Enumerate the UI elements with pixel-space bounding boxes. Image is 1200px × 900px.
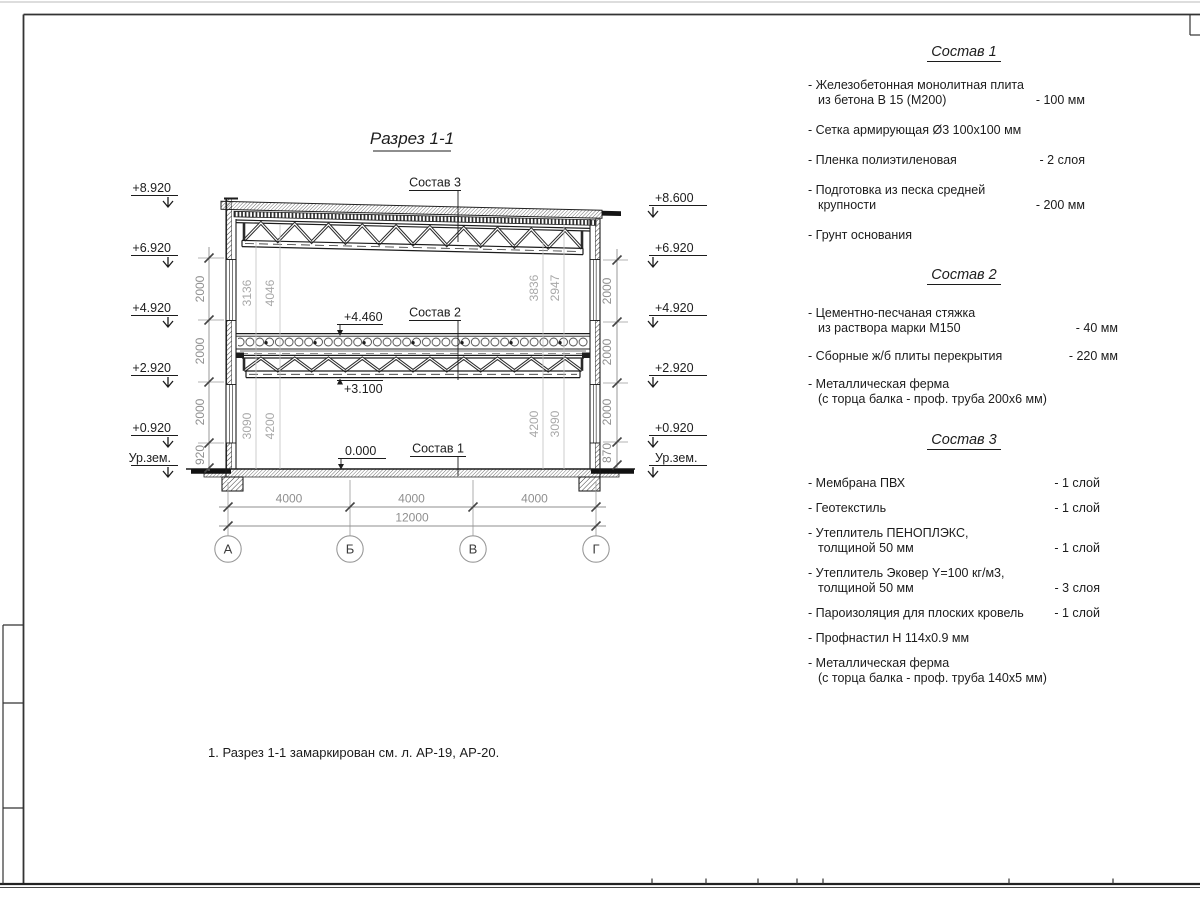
list-item: - Сборные ж/б плиты перекрытия - 220 мм: [808, 349, 1118, 363]
elev-left-2: +4.920: [132, 301, 171, 315]
dim-chain-right: [600, 249, 628, 470]
item-value: - 1 слой: [1054, 541, 1100, 555]
inner-dim-3090-l: 3090: [240, 412, 254, 440]
inner-dim-4200-r: 4200: [527, 410, 541, 438]
sostav1-label: Состав 1: [412, 441, 464, 456]
list-item: - Утеплитель ПЕНОПЛЭКС, толщиной 50 мм - 1 слой: [808, 526, 1100, 555]
level-3100: +3.100: [344, 382, 383, 396]
elev-right-2: +4.920: [655, 301, 694, 315]
inner-dim-3836: 3836: [527, 274, 541, 302]
list-item: - Утеплитель Эковер Y=100 кг/м3, толщиной 50 мм - 3 слоя: [808, 566, 1100, 595]
roof-truss: [236, 220, 590, 255]
elev-left-3: +2.920: [132, 361, 171, 375]
drawing-title: [370, 129, 454, 151]
foundation-block-left: [222, 477, 243, 491]
item-value: - 200 мм: [1035, 198, 1085, 212]
list-item: - Цементно-песчаная стяжка из раствора марки М150 - 40 мм: [808, 306, 1118, 335]
list-item: - Пароизоляция для плоских кровель - 1 слой: [808, 606, 1100, 620]
elev-right-0: +8.600: [655, 191, 694, 205]
ground-slab: [186, 469, 635, 491]
item-value: - 2 слоя: [1039, 153, 1085, 167]
list-item: - Геотекстиль - 1 слой: [808, 501, 1100, 515]
item-value: - 100 мм: [1035, 93, 1085, 107]
item-value: - 1 слой: [1054, 606, 1100, 620]
left-wall: [224, 199, 238, 478]
composition-block-2: [808, 267, 1120, 406]
span-dim-2: 4000: [521, 491, 548, 506]
item-value: - 40 мм: [1075, 321, 1118, 335]
elev-left-1: +6.920: [132, 241, 171, 255]
composition-2-title: Состав 2: [808, 267, 1120, 283]
right-wall: [590, 219, 600, 477]
level-0000: 0.000: [345, 444, 377, 458]
composition-1-title: Состав 1: [808, 44, 1120, 60]
elev-right-5: Ур.зем.: [655, 451, 698, 465]
list-item: - Грунт основания: [808, 228, 913, 242]
elev-left-0: +8.920: [132, 181, 171, 195]
dim-left-1: 2000: [193, 337, 207, 365]
item-value: - 220 мм: [1068, 349, 1118, 363]
dim-left-3: 920: [193, 444, 207, 466]
dim-chain-left: [193, 247, 224, 473]
list-item: - Железобетонная монолитная плита из бетона В 15 (М200) - 100 мм: [808, 78, 1085, 107]
composition-block-3: [808, 432, 1120, 685]
section-title-text: Разрез 1-1: [369, 129, 455, 148]
inner-dim-3136: 3136: [240, 279, 254, 307]
item-value: - 1 слой: [1054, 501, 1100, 515]
span-dim-0: 4000: [275, 491, 303, 506]
item-value: - 3 слоя: [1054, 581, 1100, 595]
total-dim: 12000: [395, 510, 429, 525]
elev-left-5: Ур.зем.: [128, 451, 171, 465]
inner-dim-4200-l: 4200: [263, 412, 277, 440]
elev-right-1: +6.920: [655, 241, 694, 255]
list-item: - Металлическая ферма (с торца балка - проф. труба 200х6 мм): [808, 377, 1047, 406]
elev-right-3: +2.920: [655, 361, 694, 375]
span-dim-1: 4000: [398, 491, 425, 506]
elevation-marks-left: [129, 181, 178, 477]
dim-right-0: 2000: [600, 277, 614, 305]
sostav2-label: Состав 2: [409, 305, 461, 320]
inner-dim-4046: 4046: [263, 279, 277, 307]
axis-a: А: [223, 541, 233, 557]
dim-left-2: 2000: [193, 398, 207, 426]
axis-b: Б: [345, 541, 355, 557]
drawing-note: 1. Разрез 1-1 замаркирован см. л. АР-19, АР-20.: [208, 745, 500, 760]
dim-left-0: 2000: [193, 275, 207, 303]
list-item: - Профнастил Н 114х0.9 мм: [808, 631, 970, 645]
elev-left-4: +0.920: [132, 421, 171, 435]
composition-block-1: [808, 44, 1120, 242]
inner-dim-2947: 2947: [548, 274, 562, 302]
dim-right-3: 870: [600, 442, 614, 464]
axis-bubbles: [215, 536, 609, 562]
axis-g: Г: [592, 541, 600, 557]
list-item: - Сетка армирующая Ø3 100х100 мм: [808, 123, 1022, 137]
sostav3-label: Состав 3: [409, 175, 461, 190]
roof-assembly: [221, 201, 621, 254]
floor-truss: [236, 353, 590, 378]
list-item: - Металлическая ферма (с торца балка - проф. труба 140х5 мм): [808, 656, 1047, 685]
dim-right-1: 2000: [600, 338, 614, 366]
composition-3-title: Состав 3: [808, 432, 1120, 448]
elev-right-4: +0.920: [655, 421, 694, 435]
elevation-marks-right: [648, 191, 707, 477]
list-item: - Подготовка из песка средней крупности - 200 мм: [808, 183, 1085, 212]
axis-v: В: [468, 541, 478, 557]
level-4460: +4.460: [344, 310, 383, 324]
list-item: - Пленка полиэтиленовая - 2 слоя: [808, 153, 1085, 167]
roof-edge-flashing: [602, 211, 621, 216]
list-item: - Мембрана ПВХ - 1 слой: [808, 476, 1100, 490]
inner-dim-3090-r: 3090: [548, 410, 562, 438]
left-margin-cells: [3, 625, 24, 884]
foundation-block-right: [579, 477, 600, 491]
bottom-dims: [219, 480, 606, 536]
floor-assembly: [236, 334, 590, 378]
dim-right-2: 2000: [600, 398, 614, 426]
item-value: - 1 слой: [1054, 476, 1100, 490]
corner-stamp-notch: [1190, 15, 1200, 35]
